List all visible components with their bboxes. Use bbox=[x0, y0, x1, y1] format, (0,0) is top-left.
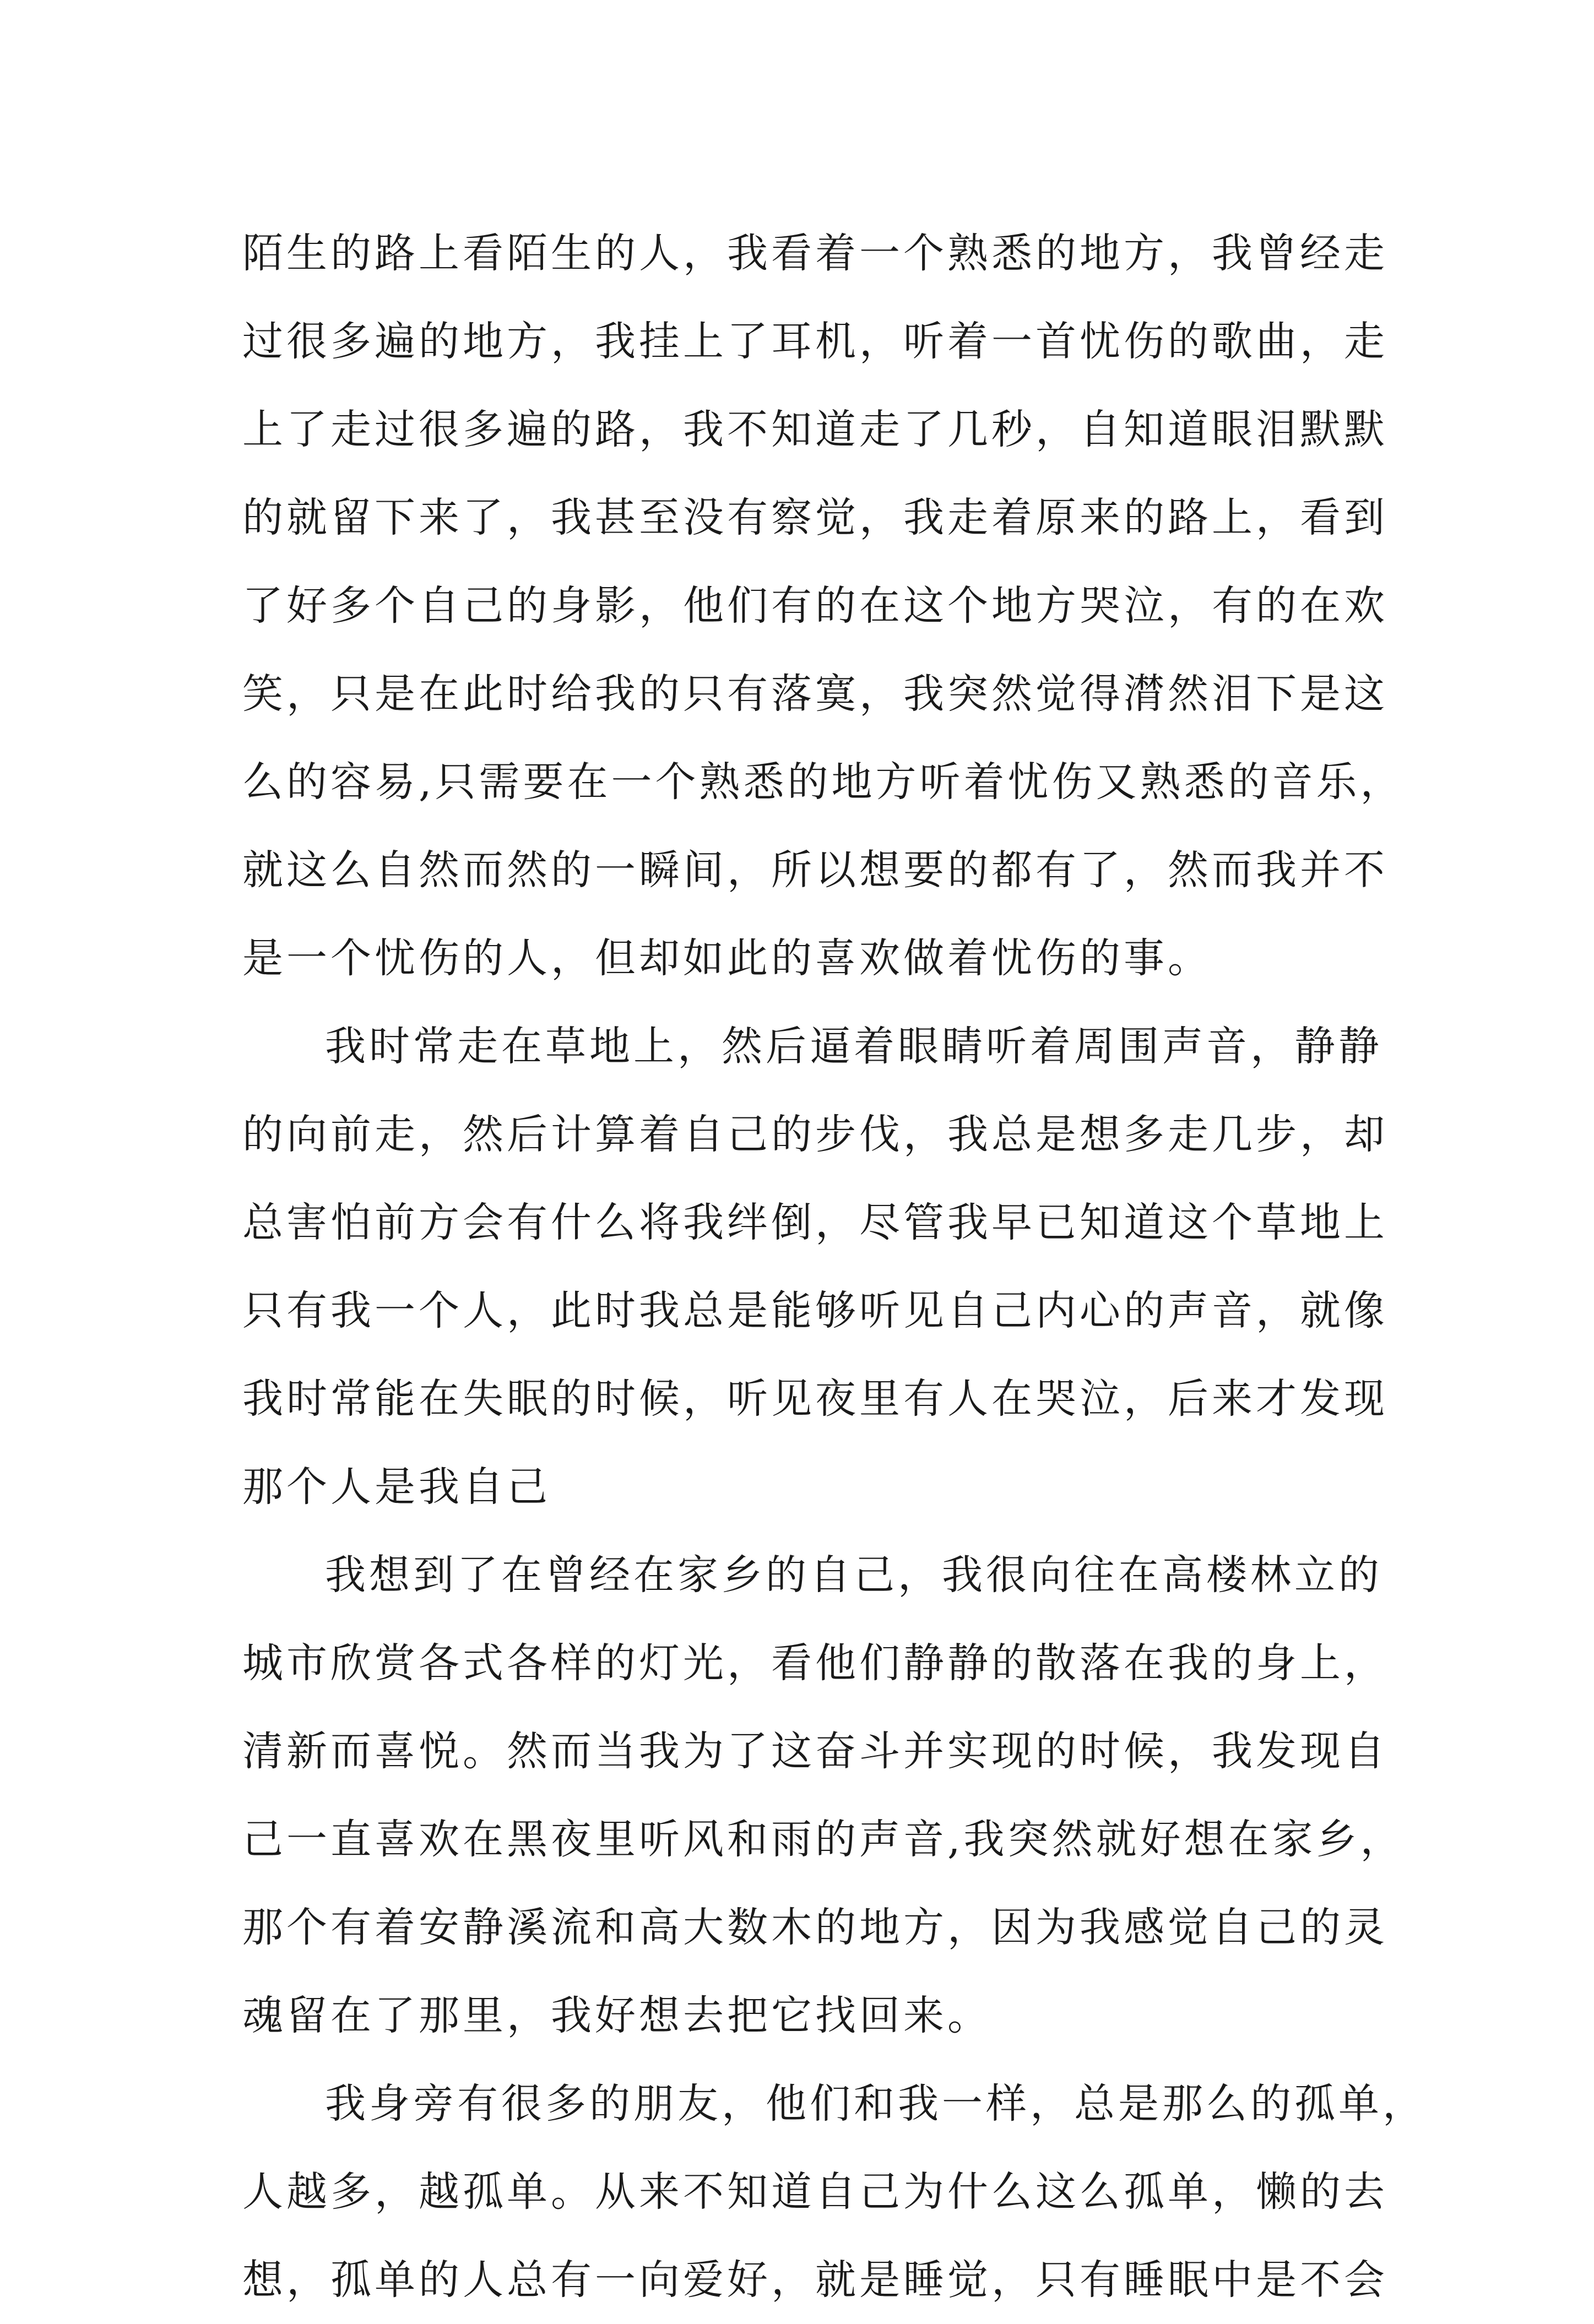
text-line: 是一个忧伤的人，但却如此的喜欢做着忧伤的事。 bbox=[242, 935, 1212, 982]
text-line: 就这么自然而然的一瞬间，所以想要的都有了，然而我并不 bbox=[242, 846, 1388, 894]
text-line: 陌生的路上看陌生的人，我看着一个熟悉的地方，我曾经走 bbox=[242, 230, 1388, 277]
body-text bbox=[242, 209, 1427, 2324]
text-line: 笑，只是在此时给我的只有落寞，我突然觉得潸然泪下是这 bbox=[242, 670, 1388, 718]
text-line: 上了走过很多遍的路，我不知道走了几秒，自知道眼泪默默 bbox=[242, 406, 1388, 453]
text-line: 想，孤单的人总有一向爱好，就是睡觉，只有睡眠中是不会 bbox=[242, 2256, 1388, 2304]
text-line: 了好多个自己的身影，他们有的在这个地方哭泣，有的在欢 bbox=[242, 582, 1388, 629]
paragraph-first-line: 我想到了在曾经在家乡的自己，我很向往在高楼林立的 bbox=[325, 1551, 1382, 1599]
text-line: 那个有着安静溪流和高大数木的地方，因为我感觉自己的灵 bbox=[242, 1904, 1388, 1951]
text-line: 的向前走，然后计算着自己的步伐，我总是想多走几步，却 bbox=[242, 1111, 1388, 1158]
paragraph-first-line: 我时常走在草地上，然后逼着眼睛听着周围声音，静静 bbox=[325, 1023, 1382, 1070]
text-line: 总害怕前方会有什么将我绊倒，尽管我早已知道这个草地上 bbox=[242, 1199, 1388, 1246]
text-line: 魂留在了那里，我好想去把它找回来。 bbox=[242, 1992, 991, 2039]
text-line: 的就留下来了，我甚至没有察觉，我走着原来的路上，看到 bbox=[242, 494, 1388, 541]
text-line: 那个人是我自己 bbox=[242, 1463, 551, 1511]
text-line: 我时常能在失眠的时候，听见夜里有人在哭泣，后来才发现 bbox=[242, 1375, 1388, 1422]
text-line: 过很多遍的地方，我挂上了耳机，听着一首忧伤的歌曲，走 bbox=[242, 318, 1388, 365]
text-line: 只有我一个人，此时我总是能够听见自己内心的声音，就像 bbox=[242, 1287, 1388, 1334]
paragraph-first-line: 我身旁有很多的朋友，他们和我一样，总是那么的孤单， bbox=[325, 2080, 1427, 2127]
text-line: 清新而喜悦。然而当我为了这奋斗并实现的时候，我发现自 bbox=[242, 1728, 1388, 1775]
text-line: 己一直喜欢在黑夜里听风和雨的声音,我突然就好想在家乡， bbox=[242, 1816, 1405, 1863]
text-line: 么的容易,只需要在一个熟悉的地方听着忧伤又熟悉的音乐， bbox=[242, 758, 1405, 806]
text-line: 城市欣赏各式各样的灯光，看他们静静的散落在我的身上， bbox=[242, 1639, 1388, 1687]
text-line: 人越多，越孤单。从来不知道自己为什么这么孤单，懒的去 bbox=[242, 2168, 1388, 2216]
